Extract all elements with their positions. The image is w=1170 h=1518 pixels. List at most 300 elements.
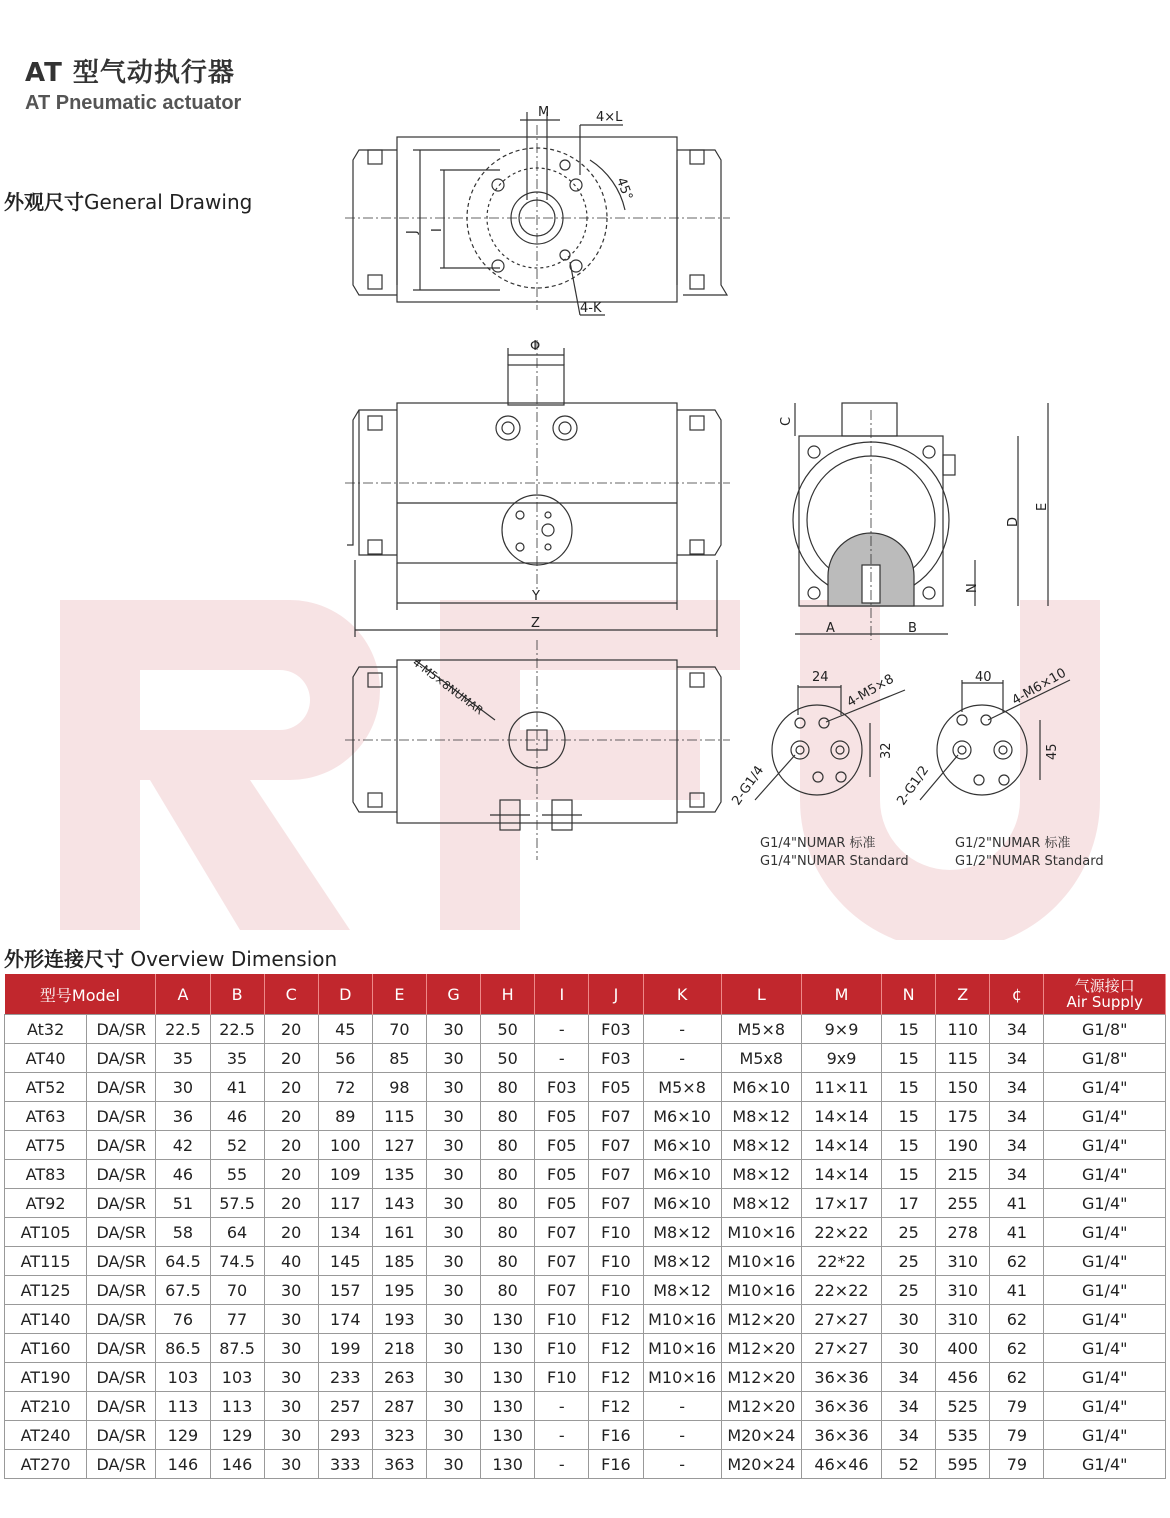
table-cell: AT240 — [5, 1421, 87, 1450]
table-cell: F10 — [535, 1363, 589, 1392]
table-cell: 150 — [936, 1073, 990, 1102]
dimension-table — [4, 974, 1166, 1479]
label-4-m6x10: 4-M6×10 — [1009, 665, 1069, 709]
table-cell: M10×16 — [643, 1305, 721, 1334]
table-cell: 20 — [264, 1189, 318, 1218]
label-2-g12: 2-G1/2 — [894, 763, 933, 809]
table-cell: 233 — [318, 1363, 372, 1392]
table-row — [5, 1160, 1166, 1189]
table-cell: - — [643, 1392, 721, 1421]
table-cell: 30 — [427, 1044, 481, 1073]
table-cell: 20 — [264, 1160, 318, 1189]
top-view — [345, 105, 730, 316]
header-col-1: A — [156, 974, 210, 1015]
table-cell: 161 — [372, 1218, 426, 1247]
table-cell: G1/4" — [1044, 1218, 1166, 1247]
label-24: 24 — [812, 670, 829, 685]
table-cell: 50 — [481, 1044, 535, 1073]
label-i: I — [430, 228, 445, 232]
table-cell: 130 — [481, 1334, 535, 1363]
table-cell: 30 — [427, 1102, 481, 1131]
table-cell: F07 — [589, 1189, 643, 1218]
header-col-2: B — [210, 974, 264, 1015]
table-cell: G1/4" — [1044, 1392, 1166, 1421]
table-row — [5, 1392, 1166, 1421]
table-cell: 310 — [936, 1305, 990, 1334]
table-cell: 79 — [990, 1392, 1044, 1421]
table-cell: - — [535, 1392, 589, 1421]
table-cell: 25 — [882, 1218, 936, 1247]
table-cell: 34 — [882, 1392, 936, 1421]
table-cell: 22.5 — [210, 1015, 264, 1044]
table-cell: G1/8" — [1044, 1044, 1166, 1073]
label-j: J — [405, 230, 420, 234]
table-cell: 595 — [936, 1450, 990, 1479]
table-row — [5, 1015, 1166, 1044]
table-cell: 70 — [372, 1015, 426, 1044]
table-cell: 278 — [936, 1218, 990, 1247]
table-cell: 72 — [318, 1073, 372, 1102]
table-cell: 77 — [210, 1305, 264, 1334]
table-cell: DA/SR — [87, 1131, 156, 1160]
table-cell: M5x8 — [721, 1044, 801, 1073]
table-cell: 57.5 — [210, 1189, 264, 1218]
label-45-degree: 45° — [613, 175, 636, 203]
table-cell: M6×10 — [643, 1131, 721, 1160]
table-cell: AT40 — [5, 1044, 87, 1073]
table-row — [5, 1421, 1166, 1450]
table-row — [5, 1305, 1166, 1334]
table-cell: AT105 — [5, 1218, 87, 1247]
table-cell: DA/SR — [87, 1189, 156, 1218]
table-cell: 30 — [427, 1218, 481, 1247]
table-cell: 25 — [882, 1247, 936, 1276]
table-cell: 130 — [481, 1450, 535, 1479]
table-cell: M10×16 — [643, 1334, 721, 1363]
table-cell: 55 — [210, 1160, 264, 1189]
table-cell: 115 — [936, 1044, 990, 1073]
table-cell: M5×8 — [721, 1015, 801, 1044]
table-cell: DA/SR — [87, 1363, 156, 1392]
label-a: A — [826, 621, 835, 636]
table-cell: 30 — [264, 1363, 318, 1392]
table-cell: F10 — [535, 1305, 589, 1334]
table-cell: 323 — [372, 1421, 426, 1450]
table-cell: M6×10 — [643, 1102, 721, 1131]
table-cell: M8×12 — [721, 1160, 801, 1189]
table-cell: G1/4" — [1044, 1073, 1166, 1102]
table-cell: F10 — [535, 1334, 589, 1363]
header-col-7: H — [481, 974, 535, 1015]
table-cell: - — [535, 1421, 589, 1450]
table-cell: DA/SR — [87, 1102, 156, 1131]
table-cell: 257 — [318, 1392, 372, 1421]
table-cell: 79 — [990, 1450, 1044, 1479]
label-4xl: 4×L — [596, 110, 623, 125]
table-cell: 35 — [210, 1044, 264, 1073]
table-cell: 79 — [990, 1421, 1044, 1450]
table-cell: 34 — [882, 1421, 936, 1450]
table-cell: M6×10 — [643, 1160, 721, 1189]
table-cell: 130 — [481, 1363, 535, 1392]
table-cell: AT270 — [5, 1450, 87, 1479]
table-cell: 129 — [210, 1421, 264, 1450]
table-cell: 20 — [264, 1044, 318, 1073]
table-cell: G1/4" — [1044, 1189, 1166, 1218]
table-cell: 27×27 — [801, 1305, 881, 1334]
table-cell: 134 — [318, 1218, 372, 1247]
table-cell: 535 — [936, 1421, 990, 1450]
table-cell: 86.5 — [156, 1334, 210, 1363]
table-cell: M8×12 — [643, 1247, 721, 1276]
label-m: M — [538, 105, 550, 120]
table-cell: 15 — [882, 1073, 936, 1102]
table-cell: AT210 — [5, 1392, 87, 1421]
table-cell: 199 — [318, 1334, 372, 1363]
table-cell: 74.5 — [210, 1247, 264, 1276]
table-cell: 135 — [372, 1160, 426, 1189]
table-cell: DA/SR — [87, 1276, 156, 1305]
table-cell: 52 — [882, 1450, 936, 1479]
table-cell: 11×11 — [801, 1073, 881, 1102]
table-cell: 34 — [882, 1363, 936, 1392]
table-cell: 41 — [990, 1276, 1044, 1305]
table-cell: G1/4" — [1044, 1102, 1166, 1131]
table-cell: 30 — [427, 1334, 481, 1363]
table-cell: F07 — [589, 1160, 643, 1189]
table-cell: 193 — [372, 1305, 426, 1334]
label-2-g14: 2-G1/4 — [729, 763, 768, 809]
table-cell: 80 — [481, 1218, 535, 1247]
header-col-8: I — [535, 974, 589, 1015]
table-cell: 80 — [481, 1276, 535, 1305]
table-cell: 98 — [372, 1073, 426, 1102]
table-cell: DA/SR — [87, 1392, 156, 1421]
label-d: D — [1006, 516, 1021, 527]
table-row — [5, 1363, 1166, 1392]
table-cell: F07 — [589, 1131, 643, 1160]
label-n: N — [965, 583, 980, 593]
table-cell: 64.5 — [156, 1247, 210, 1276]
table-cell: 215 — [936, 1160, 990, 1189]
table-cell: 80 — [481, 1247, 535, 1276]
table-cell: AT115 — [5, 1247, 87, 1276]
table-cell: 36×36 — [801, 1421, 881, 1450]
table-cell: 127 — [372, 1131, 426, 1160]
table-cell: 113 — [210, 1392, 264, 1421]
table-cell: 30 — [427, 1073, 481, 1102]
table-cell: 41 — [990, 1218, 1044, 1247]
label-40: 40 — [975, 670, 992, 685]
table-cell: 30 — [427, 1305, 481, 1334]
table-cell: 195 — [372, 1276, 426, 1305]
table-cell: 20 — [264, 1102, 318, 1131]
table-cell: 87.5 — [210, 1334, 264, 1363]
table-cell: 22*22 — [801, 1247, 881, 1276]
table-cell: DA/SR — [87, 1421, 156, 1450]
table-cell: 20 — [264, 1015, 318, 1044]
table-cell: - — [643, 1044, 721, 1073]
table-cell: F07 — [535, 1276, 589, 1305]
namur-g12-detail — [894, 666, 1070, 809]
namur-g12-note: G1/2"NUMAR 标准 G1/2"NUMAR Standard — [955, 836, 1104, 869]
table-cell: 175 — [936, 1102, 990, 1131]
table-row — [5, 1073, 1166, 1102]
table-cell: G1/4" — [1044, 1305, 1166, 1334]
table-cell: 36×36 — [801, 1392, 881, 1421]
table-row — [5, 1102, 1166, 1131]
header-col-14: Z — [936, 974, 990, 1015]
label-4-m5x8numar: 4-M5×8NUMAR — [410, 656, 486, 718]
header-col-9: J — [589, 974, 643, 1015]
table-cell: 113 — [156, 1392, 210, 1421]
header-model: 型号Model — [5, 974, 156, 1015]
table-cell: G1/4" — [1044, 1247, 1166, 1276]
page-title-en: AT Pneumatic actuator — [25, 92, 242, 114]
table-cell: F05 — [535, 1160, 589, 1189]
table-row — [5, 1218, 1166, 1247]
table-cell: 17×17 — [801, 1189, 881, 1218]
table-cell: 36×36 — [801, 1363, 881, 1392]
table-row — [5, 1247, 1166, 1276]
table-cell: AT52 — [5, 1073, 87, 1102]
table-cell: 85 — [372, 1044, 426, 1073]
table-cell: 30 — [264, 1276, 318, 1305]
table-cell: 15 — [882, 1102, 936, 1131]
table-cell: 20 — [264, 1073, 318, 1102]
table-cell: 103 — [156, 1363, 210, 1392]
table-cell: M20×24 — [721, 1421, 801, 1450]
table-cell: 14×14 — [801, 1102, 881, 1131]
table-row — [5, 1044, 1166, 1073]
table-header-row — [5, 974, 1166, 1015]
table-cell: F05 — [535, 1131, 589, 1160]
table-cell: 293 — [318, 1421, 372, 1450]
table-cell: 310 — [936, 1247, 990, 1276]
table-cell: 34 — [990, 1131, 1044, 1160]
table-cell: F05 — [589, 1073, 643, 1102]
table-cell: F05 — [535, 1189, 589, 1218]
namur-g14-note: G1/4"NUMAR 标准 G1/4"NUMAR Standard — [760, 836, 909, 869]
table-cell: 30 — [427, 1276, 481, 1305]
table-cell: DA/SR — [87, 1044, 156, 1073]
header-col-5: E — [372, 974, 426, 1015]
table-cell: 130 — [481, 1421, 535, 1450]
table-cell: 36 — [156, 1102, 210, 1131]
table-cell: 50 — [481, 1015, 535, 1044]
header-col-3: C — [264, 974, 318, 1015]
table-cell: F12 — [589, 1392, 643, 1421]
table-cell: 30 — [427, 1363, 481, 1392]
label-b: B — [908, 621, 917, 636]
table-cell: 115 — [372, 1102, 426, 1131]
table-cell: At32 — [5, 1015, 87, 1044]
header-col-6: G — [427, 974, 481, 1015]
table-cell: - — [535, 1044, 589, 1073]
table-cell: F03 — [589, 1015, 643, 1044]
table-cell: 30 — [427, 1160, 481, 1189]
overview-dimension-heading: 外形连接尺寸 Overview Dimension — [4, 947, 338, 971]
table-cell: 34 — [990, 1102, 1044, 1131]
table-cell: F10 — [589, 1218, 643, 1247]
label-c: C — [779, 416, 794, 426]
table-cell: M12×20 — [721, 1392, 801, 1421]
table-cell: G1/4" — [1044, 1160, 1166, 1189]
table-cell: 46×46 — [801, 1450, 881, 1479]
table-cell: M10×16 — [721, 1247, 801, 1276]
table-cell: 25 — [882, 1276, 936, 1305]
table-cell: 30 — [427, 1247, 481, 1276]
table-row — [5, 1334, 1166, 1363]
table-cell: 30 — [156, 1073, 210, 1102]
table-cell: 400 — [936, 1334, 990, 1363]
table-cell: F12 — [589, 1363, 643, 1392]
table-cell: 80 — [481, 1131, 535, 1160]
label-phi: Φ — [530, 339, 541, 354]
label-z: Z — [531, 616, 540, 631]
table-cell: - — [535, 1015, 589, 1044]
table-cell: AT160 — [5, 1334, 87, 1363]
table-cell: F03 — [589, 1044, 643, 1073]
table-cell: 15 — [882, 1131, 936, 1160]
table-cell: 30 — [427, 1131, 481, 1160]
table-cell: 80 — [481, 1102, 535, 1131]
table-cell: F10 — [589, 1276, 643, 1305]
table-cell: M8×12 — [721, 1189, 801, 1218]
table-cell: 103 — [210, 1363, 264, 1392]
table-cell: G1/4" — [1044, 1421, 1166, 1450]
table-cell: G1/4" — [1044, 1450, 1166, 1479]
table-cell: 20 — [264, 1131, 318, 1160]
table-cell: F16 — [589, 1421, 643, 1450]
table-cell: 52 — [210, 1131, 264, 1160]
table-cell: - — [643, 1450, 721, 1479]
table-cell: DA/SR — [87, 1334, 156, 1363]
table-cell: G1/8" — [1044, 1015, 1166, 1044]
label-4-m5x8: 4-M5×8 — [844, 671, 897, 711]
table-cell: 30 — [264, 1450, 318, 1479]
table-cell: 14×14 — [801, 1160, 881, 1189]
table-cell: 30 — [264, 1392, 318, 1421]
label-y: Y — [532, 589, 540, 604]
table-cell: 146 — [210, 1450, 264, 1479]
table-cell: 174 — [318, 1305, 372, 1334]
table-cell: 22.5 — [156, 1015, 210, 1044]
table-row — [5, 1189, 1166, 1218]
table-cell: AT83 — [5, 1160, 87, 1189]
table-cell: M12×20 — [721, 1363, 801, 1392]
table-cell: 34 — [990, 1073, 1044, 1102]
table-cell: 130 — [481, 1392, 535, 1421]
table-cell: M8×12 — [643, 1218, 721, 1247]
table-cell: 34 — [990, 1160, 1044, 1189]
table-cell: F10 — [589, 1247, 643, 1276]
table-cell: - — [643, 1421, 721, 1450]
table-cell: DA/SR — [87, 1305, 156, 1334]
table-cell: 363 — [372, 1450, 426, 1479]
table-cell: 310 — [936, 1276, 990, 1305]
table-cell: DA/SR — [87, 1247, 156, 1276]
side-view — [779, 403, 1050, 640]
header-col-4: D — [318, 974, 372, 1015]
table-cell: M5×8 — [643, 1073, 721, 1102]
table-cell: F07 — [589, 1102, 643, 1131]
table-cell: 109 — [318, 1160, 372, 1189]
table-cell: 41 — [210, 1073, 264, 1102]
table-cell: 35 — [156, 1044, 210, 1073]
table-cell: 525 — [936, 1392, 990, 1421]
table-cell: 30 — [264, 1334, 318, 1363]
table-cell: 62 — [990, 1305, 1044, 1334]
table-cell: M10×16 — [643, 1363, 721, 1392]
label-45: 45 — [1045, 743, 1060, 760]
table-cell: 143 — [372, 1189, 426, 1218]
table-cell: 34 — [990, 1015, 1044, 1044]
table-cell: 67.5 — [156, 1276, 210, 1305]
table-cell: F12 — [589, 1305, 643, 1334]
table-cell: 46 — [156, 1160, 210, 1189]
label-32: 32 — [879, 742, 894, 759]
table-cell: 30 — [264, 1305, 318, 1334]
table-cell: 110 — [936, 1015, 990, 1044]
table-cell: 190 — [936, 1131, 990, 1160]
table-cell: 14×14 — [801, 1131, 881, 1160]
table-cell: 15 — [882, 1015, 936, 1044]
table-cell: M8×12 — [721, 1131, 801, 1160]
table-cell: F07 — [535, 1247, 589, 1276]
table-cell: 185 — [372, 1247, 426, 1276]
table-cell: AT63 — [5, 1102, 87, 1131]
table-cell: 41 — [990, 1189, 1044, 1218]
page-title-cn: AT 型气动执行器 — [25, 58, 235, 88]
table-cell: 30 — [427, 1189, 481, 1218]
table-cell: 145 — [318, 1247, 372, 1276]
table-row — [5, 1131, 1166, 1160]
table-cell: 30 — [882, 1305, 936, 1334]
table-cell: 20 — [264, 1218, 318, 1247]
table-cell: M12×20 — [721, 1334, 801, 1363]
table-cell: 263 — [372, 1363, 426, 1392]
table-cell: DA/SR — [87, 1450, 156, 1479]
table-cell: 117 — [318, 1189, 372, 1218]
table-cell: DA/SR — [87, 1073, 156, 1102]
table-cell: 30 — [427, 1015, 481, 1044]
table-cell: 15 — [882, 1044, 936, 1073]
table-cell: 56 — [318, 1044, 372, 1073]
table-cell: 58 — [156, 1218, 210, 1247]
label-4k: 4-K — [580, 301, 602, 316]
table-cell: 70 — [210, 1276, 264, 1305]
table-cell: M10×16 — [721, 1218, 801, 1247]
table-cell: 76 — [156, 1305, 210, 1334]
table-cell: G1/4" — [1044, 1131, 1166, 1160]
table-cell: 456 — [936, 1363, 990, 1392]
table-cell: DA/SR — [87, 1015, 156, 1044]
table-cell: F12 — [589, 1334, 643, 1363]
table-cell: AT140 — [5, 1305, 87, 1334]
table-cell: M6×10 — [643, 1189, 721, 1218]
table-row — [5, 1276, 1166, 1305]
table-cell: 218 — [372, 1334, 426, 1363]
header-col-10: K — [643, 974, 721, 1015]
table-cell: M10×16 — [721, 1276, 801, 1305]
table-cell: - — [643, 1015, 721, 1044]
table-cell: - — [535, 1450, 589, 1479]
label-e: E — [1035, 502, 1050, 511]
table-cell: 30 — [427, 1450, 481, 1479]
table-cell: 62 — [990, 1363, 1044, 1392]
table-cell: G1/4" — [1044, 1334, 1166, 1363]
